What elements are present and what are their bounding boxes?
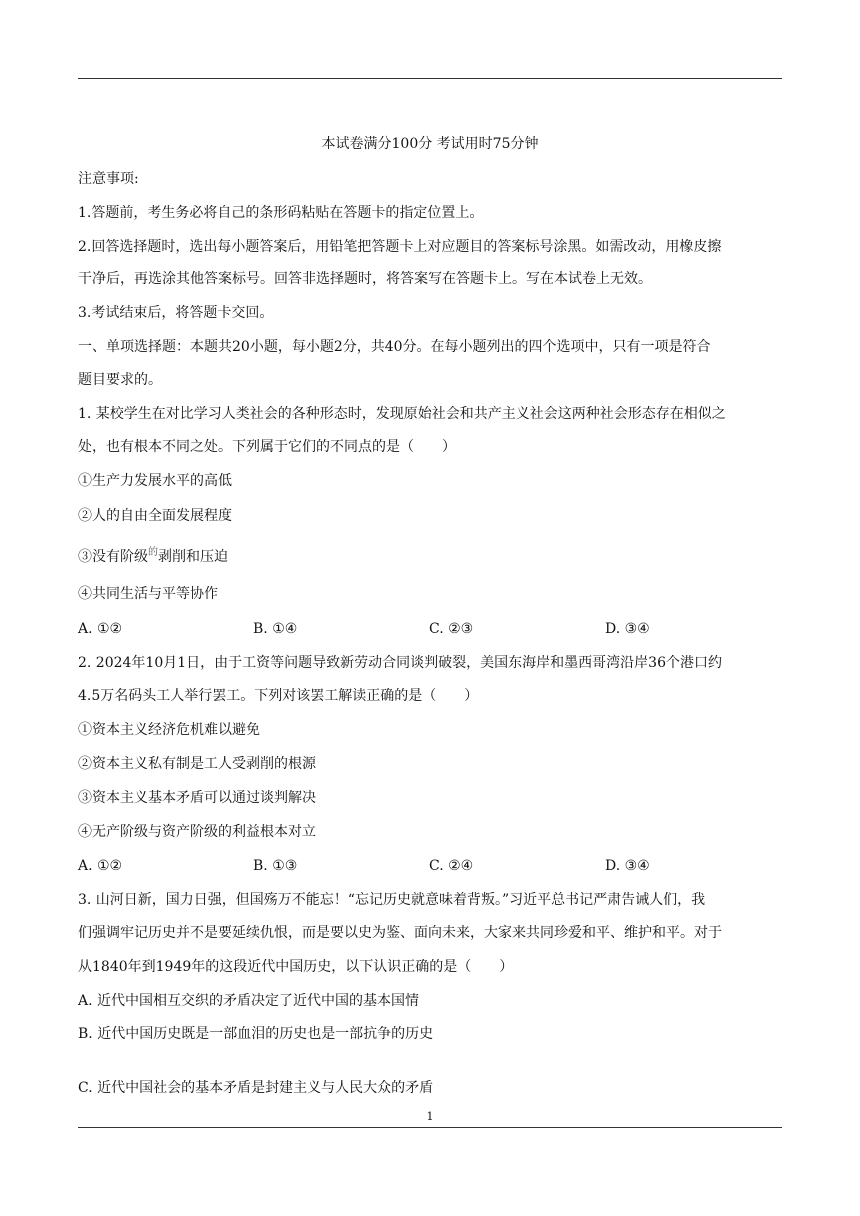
q2-statement-2: ②资本主义私有制是工人受剥削的根源 — [78, 756, 316, 772]
footer-rule — [78, 1127, 782, 1128]
q1-statement-2: ②人的自由全面发展程度 — [78, 508, 232, 524]
q3-stem-b: 们强调牢记历史并不是要延续仇恨，而是要以史为鉴、面向未来，大家来共同珍爱和平、维护和平。对于 — [78, 925, 722, 941]
page-number: 1 — [426, 1110, 434, 1123]
q1-stem-b: 处，也有根本不同之处。下列属于它们的不同点的是（ ） — [78, 439, 456, 455]
q1-statement-3-mark: 的 — [148, 547, 158, 558]
q1-stem-a: 1. 某校学生在对比学习人类社会的各种形态时，发现原始社会和共产主义社会这两种社会形态存在相似之 — [78, 406, 726, 422]
q2-option-b: B. ①③ — [253, 858, 298, 874]
section-1-heading-b: 题目要求的。 — [78, 372, 162, 388]
q2-statement-1: ①资本主义经济危机难以避免 — [78, 722, 260, 738]
header-rule — [78, 78, 782, 79]
q2-option-c: C. ②④ — [429, 858, 474, 874]
section-1-heading-a: 一、单项选择题：本题共20小题，每小题2分，共40分。在每小题列出的四个选项中，只有一项是符合 — [78, 339, 711, 355]
q2-statement-3: ③资本主义基本矛盾可以通过谈判解决 — [78, 790, 316, 806]
note-2b: 干净后，再选涂其他答案标号。回答非选择题时，将答案写在答题卡上。写在本试卷上无效。 — [78, 271, 652, 287]
exam-subtitle: 本试卷满分100分 考试用时75分钟 — [321, 136, 539, 152]
q1-option-a: A. ①② — [78, 621, 123, 637]
q1-statement-1: ①生产力发展水平的高低 — [78, 473, 232, 489]
q1-statement-4: ④共同生活与平等协作 — [78, 586, 218, 602]
q3-option-b: B. 近代中国历史既是一部血泪的历史也是一部抗争的历史 — [78, 1026, 434, 1042]
q1-option-d: D. ③④ — [605, 621, 650, 637]
q2-statement-4: ④无产阶级与资产阶级的利益根本对立 — [78, 824, 316, 840]
q3-stem-a: 3. 山河日新，国力日强，但国殇万不能忘！“忘记历史就意味着背叛。”习近平总书记严肃告诫人们，我 — [78, 892, 706, 908]
q3-stem-c: 从1840年到1949年的这段近代中国历史，以下认识正确的是（ ） — [78, 959, 514, 975]
q1-statement-3-pre: ③没有阶级 — [78, 549, 148, 565]
note-1: 1.答题前，考生务必将自己的条形码粘贴在答题卡的指定位置上。 — [78, 205, 484, 221]
q1-statement-3-post: 剥削和压迫 — [158, 549, 228, 565]
note-2a: 2.回答选择题时，选出每小题答案后，用铅笔把答题卡上对应题目的答案标号涂黑。如需改动，用橡皮擦 — [78, 239, 722, 255]
q2-option-d: D. ③④ — [605, 858, 650, 874]
note-3: 3.考试结束后，将答题卡交回。 — [78, 305, 274, 321]
q2-stem-b: 4.5万名码头工人举行罢工。下列对该罢工解读正确的是（ ） — [78, 688, 479, 704]
q3-option-a: A. 近代中国相互交织的矛盾决定了近代中国的基本国情 — [78, 993, 420, 1009]
q1-option-b: B. ①④ — [253, 621, 298, 637]
q3-option-c: C. 近代中国社会的基本矛盾是封建主义与人民大众的矛盾 — [78, 1080, 434, 1096]
notes-title: 注意事项: — [78, 171, 139, 187]
q2-stem-a: 2. 2024年10月1日，由于工资等问题导致新劳动合同谈判破裂，美国东海岸和墨西哥湾沿岸36个港口约 — [78, 655, 722, 671]
q1-statement-3 — [78, 547, 782, 569]
q1-option-c: C. ②③ — [429, 621, 474, 637]
q2-option-a: A. ①② — [78, 858, 123, 874]
